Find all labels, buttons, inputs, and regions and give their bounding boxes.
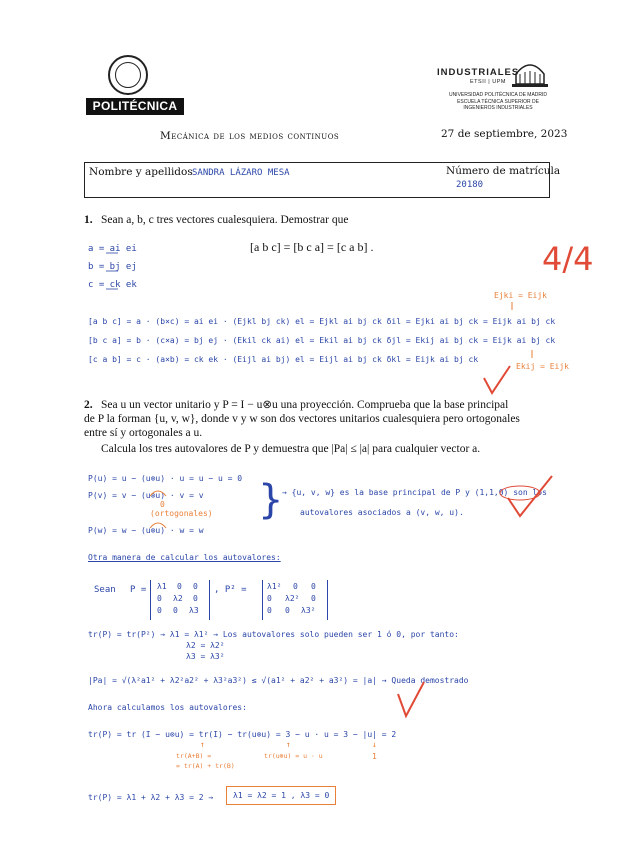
matricula-label: Número de matrícula [446,165,561,177]
q2-sean: Sean [94,585,116,595]
q2-p-label: P = [130,585,147,595]
q1-line-1: [a b c] = a · (b×c) = ai ei · (Ejkl bj ck) el = Ejkl ai bj ck δil = Ejki ai bj ck = Eijk ai bj ck [88,317,556,326]
q2-conclusion-2: autovalores asociados a (v, w, u). [300,508,464,517]
q2-arrow-b: ↑ [286,740,291,749]
q2-norm-line: |Pa| = √(λ²a1² + λ2²a2² + λ3²a3²) ≤ √(a1² + a2² + a3²) = |a| → Queda demostrado [88,676,469,685]
q2-note-a-1: tr(A+B) = [176,752,212,760]
q2-ortho-note: (ortogonales) [150,509,213,518]
industriales-subtitle: ETSII | UPM [470,79,506,85]
university-lines: UNIVERSIDAD POLITÉCNICA DE MADRID ESCUELA TÉCNICA SUPERIOR DE INGENIEROS INDUSTRIALES [448,92,548,111]
q2-statement-2: de P la forman {u, v, w}, donde v y w son dos vectores unitarios cualesquiera pero ortogonales [84,413,520,425]
q2-pv: P(v) = v − (u⊗u) · v = v [88,491,204,500]
check-icon-q1 [484,366,510,393]
industriales-title: INDUSTRIALES [437,67,520,78]
orange-curve-pw [150,523,166,528]
q2-brace: } [258,477,284,523]
q1-number: 1. [84,214,93,226]
circle-eigenvalues [500,486,540,500]
matrix-p2: λ1² 0 0 0 λ2² 0 0 0 λ3² [262,580,328,620]
q1-statement: Sean a, b, c tres vectores cualesquiera. Demostrar que [101,214,349,226]
q2-note-b: tr(u⊗u) = u · u [264,752,323,760]
course-title: Mecánica de los medios continuos [160,130,340,142]
q2-p2-label: , P² = [214,585,247,595]
q1-formula: [a b c] = [b c a] = [c a b] . [250,240,374,254]
q1-def-c: c = ck ek [88,280,137,290]
q2-statement-1: Sea u un vector unitario y P = I − u⊗u una proyección. Comprueba que la base principal [101,399,509,411]
q2-statement-4: Calcula los tres autovalores de P y demuestra que |Pa| ≤ |a| para cualquier vector a. [101,443,481,455]
matricula-value: 20180 [456,180,484,190]
q1-line-2: [b c a] = b · (c×a) = bj ej · (Ekil ck ai) el = Ekil ai bj ck δjl = Ekij ai bj ck = Eijk ai bj ck [88,336,556,345]
check-icon-q2a [508,476,552,516]
q2-trace-sub-1: λ2 = λ2² [186,641,225,650]
q1-note-bottom: Ekij = Eijk [516,362,569,371]
q2-pu: P(u) = u − (u⊗u) · u = u − u = 0 [88,474,243,483]
name-label: Nombre y apellidos [89,166,193,178]
q1-line-3: [c a b] = c · (a×b) = ck ek · (Eijl ai bj) el = Eijl ai bj ck δkl = Eijk ai bj ck [88,355,479,364]
check-icon-q2b [398,682,424,716]
q2-conclusion-1: → {u, v, w} es la base principal de P y (1,1,0) son los [282,488,547,497]
exam-date: 27 de septiembre, 2023 [441,128,568,140]
politecnica-logo: POLITÉCNICA [86,98,184,115]
q2-trace-sub-2: λ3 = λ3² [186,652,225,661]
q2-note-c: 1 [372,752,377,761]
q1-def-b: b = bj ej [88,262,137,272]
orange-curve-pv [150,491,166,496]
q2-trace-line: tr(P) = tr (I − u⊗u) = tr(I) − tr(u⊗u) = 3 − u · u = 3 − |u| = 2 [88,730,397,739]
q1-score: 4/4 [542,240,594,278]
q2-statement-3: entre sí y ortogonales a u. [84,427,203,439]
q2-other-way: Otra manera de calcular los autovalores: [88,553,281,562]
q2-number: 2. [84,399,93,411]
q2-trace-square: tr(P) = tr(P²) → λ1 = λ1² → Los autovalores solo pueden ser 1 ó 0, por tanto: [88,630,459,639]
name-value: SANDRA LÁZARO MESA [192,168,290,178]
q2-final-answer-box: λ1 = λ2 = 1 , λ3 = 0 [226,786,336,805]
q2-pw: P(w) = w − (u⊗u) · w = w [88,526,204,535]
matrix-p: λ1 0 0 0 λ2 0 0 0 λ3 [150,580,210,620]
q2-arrow-a: ↑ [200,740,205,749]
q2-note-a-2: = tr(A) + tr(B) [176,762,235,770]
q2-final-line: tr(P) = λ1 + λ2 + λ3 = 2 → [88,793,214,802]
q1-note-top: Ejki = Eijk [494,291,547,300]
q1-def-a: a = ai ei [88,244,137,254]
q2-zero-note: 0 [160,500,165,509]
q2-ahora: Ahora calculamos los autovalores: [88,703,247,712]
q2-arrow-c: ↓ [372,740,377,749]
